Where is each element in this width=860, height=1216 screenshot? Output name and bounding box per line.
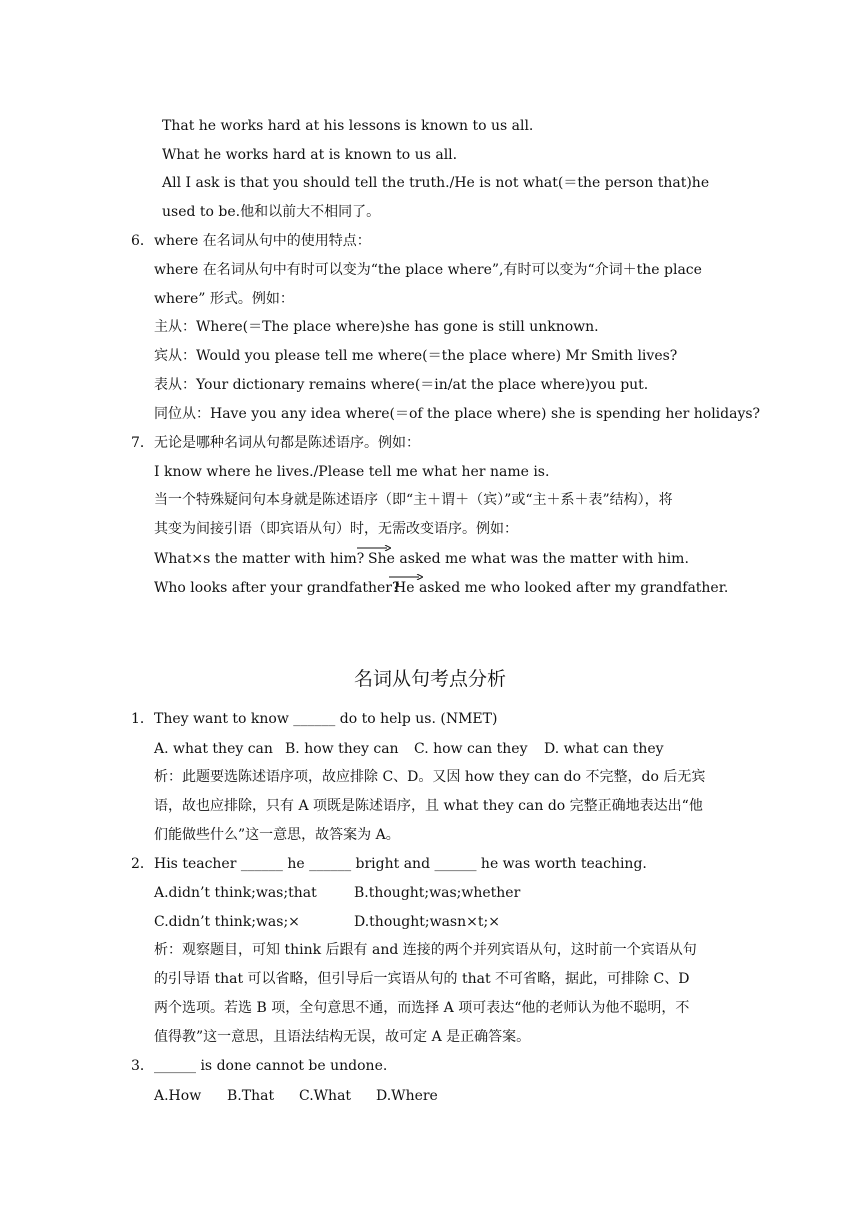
q1-analysis: 们能做些什么”这一意思，故答案为 A。 xyxy=(154,827,400,843)
q2-analysis: 的引导语 that 可以省略，但引导后一宾语从句的 that 不可省略，据此，可排除 C、D xyxy=(154,971,690,987)
item7-number: 7． xyxy=(131,435,154,451)
item6-description: where” 形式。例如： xyxy=(154,291,294,307)
example-line: What he works hard at is known to us all. xyxy=(162,147,458,163)
q1-analysis: 语，故也应排除，只有 A 项既是陈述语序，且 what they can do 完整正确地表达出“他 xyxy=(154,798,703,814)
q2-analysis: 析：观察题目，可知 think 后跟有 and 连接的两个并列宾语从句，这时前一个宾语从句 xyxy=(154,942,697,958)
q1-analysis: 析：此题要选陈述语序项，故应排除 C、D。又因 how they can do 不完整，do 后无宾 xyxy=(154,769,706,785)
q1-option-a: A. what they can xyxy=(154,741,273,757)
item7-description: 其变为间接引语（即宾语从句）时，无需改变语序。例如： xyxy=(154,521,518,537)
item6-example: 表从：Your dictionary remains where(＝in/at the place where)you put. xyxy=(154,377,649,393)
item7-description: 当一个特殊疑问句本身就是陈述语序（即“主＋谓＋（宾）”或“主＋系＋表”结构），将 xyxy=(154,492,673,508)
direct-question: What×s the matter with him? xyxy=(154,551,365,567)
item6-example: 宾从：Would you please tell me where(＝the place where) Mr Smith lives? xyxy=(154,348,678,364)
q2-option-d: D.thought;wasn×t;× xyxy=(354,914,500,930)
item6-description: where 在名词从句中有时可以变为“the place where”,有时可以变为“介词＋the place xyxy=(154,262,702,278)
item6-number: 6． xyxy=(131,233,154,249)
q1-option-b: B. how they can xyxy=(285,741,399,757)
example-line: used to be.他和以前大不相同了。 xyxy=(162,204,381,220)
q3-stem: ______ is done cannot be undone. xyxy=(154,1058,388,1074)
direct-question: Who looks after your grandfather? xyxy=(154,580,400,596)
q1-option-d: D. what can they xyxy=(544,741,664,757)
q1-stem: They want to know ______ do to help us. (NMET) xyxy=(154,711,498,727)
q2-option-a: A.didn’t think;was;that xyxy=(154,885,317,901)
item6-heading: where 在名词从句中的使用特点： xyxy=(154,233,371,249)
q2-stem: His teacher ______ he ______ bright and ______ he was worth teaching. xyxy=(154,856,647,872)
indirect-question: He asked me who looked after my grandfather. xyxy=(394,580,729,596)
section-title: 名词从句考点分析 xyxy=(353,668,506,690)
q3-option-c: C.What xyxy=(299,1088,352,1104)
q2-option-b: B.thought;was;whether xyxy=(354,885,521,901)
q3-option-b: B.That xyxy=(227,1088,275,1104)
q2-analysis: 值得教”这一意思，且语法结构无误，故可定 A 是正确答案。 xyxy=(154,1029,531,1045)
example-line: That he works hard at his lessons is known to us all. xyxy=(162,118,534,134)
item7-example: I know where he lives./Please tell me what her name is. xyxy=(154,464,550,480)
q3-option-a: A.How xyxy=(154,1088,202,1104)
q2-option-c: C.didn’t think;was;× xyxy=(154,914,300,930)
q3-number: 3． xyxy=(131,1058,154,1074)
item6-example: 同位从：Have you any idea where(＝of the place where) she is spending her holidays? xyxy=(154,406,761,422)
example-line: All I ask is that you should tell the truth./He is not what(＝the person that)he xyxy=(162,175,710,191)
q2-number: 2． xyxy=(131,856,154,872)
indirect-question: She asked me what was the matter with him. xyxy=(368,551,689,567)
q3-option-d: D.Where xyxy=(376,1088,438,1104)
item7-heading: 无论是哪种名词从句都是陈述语序。例如： xyxy=(154,435,420,451)
item6-example: 主从：Where(＝The place where)she has gone is still unknown. xyxy=(154,319,599,335)
q1-number: 1． xyxy=(131,711,154,727)
q1-option-c: C. how can they xyxy=(414,741,528,757)
q2-analysis: 两个选项。若选 B 项，全句意思不通，而选择 A 项可表达“他的老师认为他不聪明，不 xyxy=(154,1000,690,1016)
